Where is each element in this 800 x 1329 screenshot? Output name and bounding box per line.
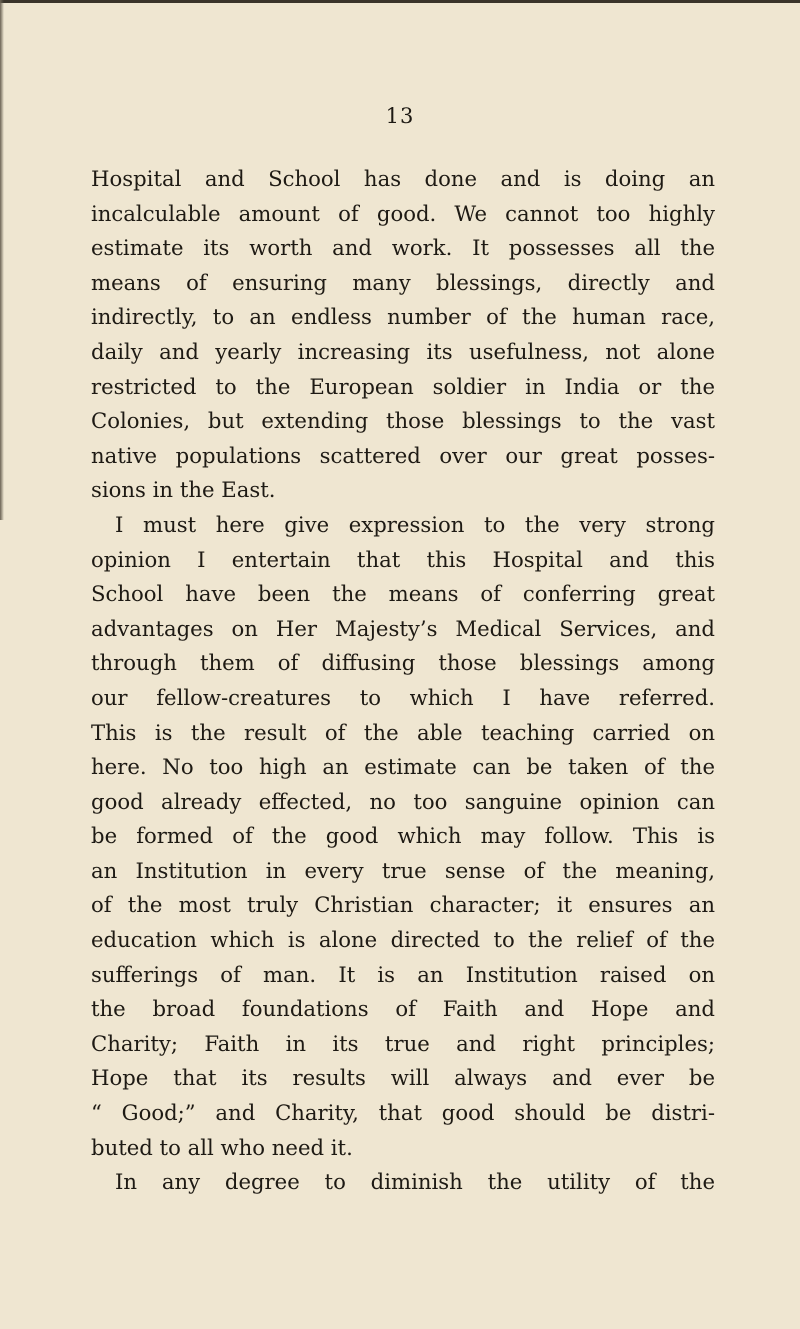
text-line: restricted to the European soldier in India or the: [91, 373, 715, 399]
text-line: School have been the means of conferring great: [91, 581, 715, 607]
text-line: good already effected, no too sanguine opinion can: [91, 788, 715, 814]
text-line: Colonies, but extending those blessings to the vast: [91, 408, 715, 434]
text-line: the broad foundations of Faith and Hope and: [91, 996, 715, 1022]
text-line: estimate its worth and work. It possesses all the: [91, 235, 715, 261]
text-line: sions in the East.: [91, 477, 276, 503]
page-number: 13: [385, 104, 415, 128]
text-line: native populations scattered over our great posses-: [91, 442, 715, 468]
text-line: means of ensuring many blessings, directly and: [91, 269, 715, 295]
page-left-edge: [0, 0, 4, 520]
text-line: Charity; Faith in its true and right principles;: [91, 1030, 715, 1056]
text-line: be formed of the good which may follow. This is: [91, 823, 715, 849]
text-line: Hope that its results will always and ever be: [91, 1065, 715, 1091]
text-line: here. No too high an estimate can be taken of the: [91, 754, 715, 780]
page-top-edge: [0, 0, 800, 3]
text-line: Hospital and School has done and is doing an: [91, 166, 715, 191]
text-line: incalculable amount of good. We cannot too highly: [91, 200, 715, 226]
text-line: This is the result of the able teaching carried on: [91, 719, 715, 745]
text-line: an Institution in every true sense of the meaning,: [91, 857, 715, 883]
text-line: “ Good;” and Charity, that good should be distri-: [91, 1100, 715, 1126]
text-line: through them of diffusing those blessings among: [91, 650, 715, 676]
text-line: daily and yearly increasing its usefulness, not alone: [91, 338, 715, 364]
text-line: our fellow-creatures to which I have referred.: [91, 684, 715, 710]
text-line: indirectly, to an endless number of the human race,: [91, 304, 715, 330]
text-line: sufferings of man. It is an Institution raised on: [91, 961, 715, 987]
text-line: of the most truly Christian character; it ensures an: [91, 892, 715, 918]
text-line: education which is alone directed to the relief of the: [91, 927, 715, 953]
text-line: advantages on Her Majesty’s Medical Services, and: [91, 615, 715, 641]
text-line: In any degree to diminish the utility of the: [115, 1169, 715, 1195]
body-text: [91, 162, 715, 1200]
text-line: I must here give expression to the very strong: [115, 511, 715, 537]
text-line: buted to all who need it.: [91, 1134, 353, 1160]
text-line: opinion I entertain that this Hospital and this: [91, 546, 715, 572]
